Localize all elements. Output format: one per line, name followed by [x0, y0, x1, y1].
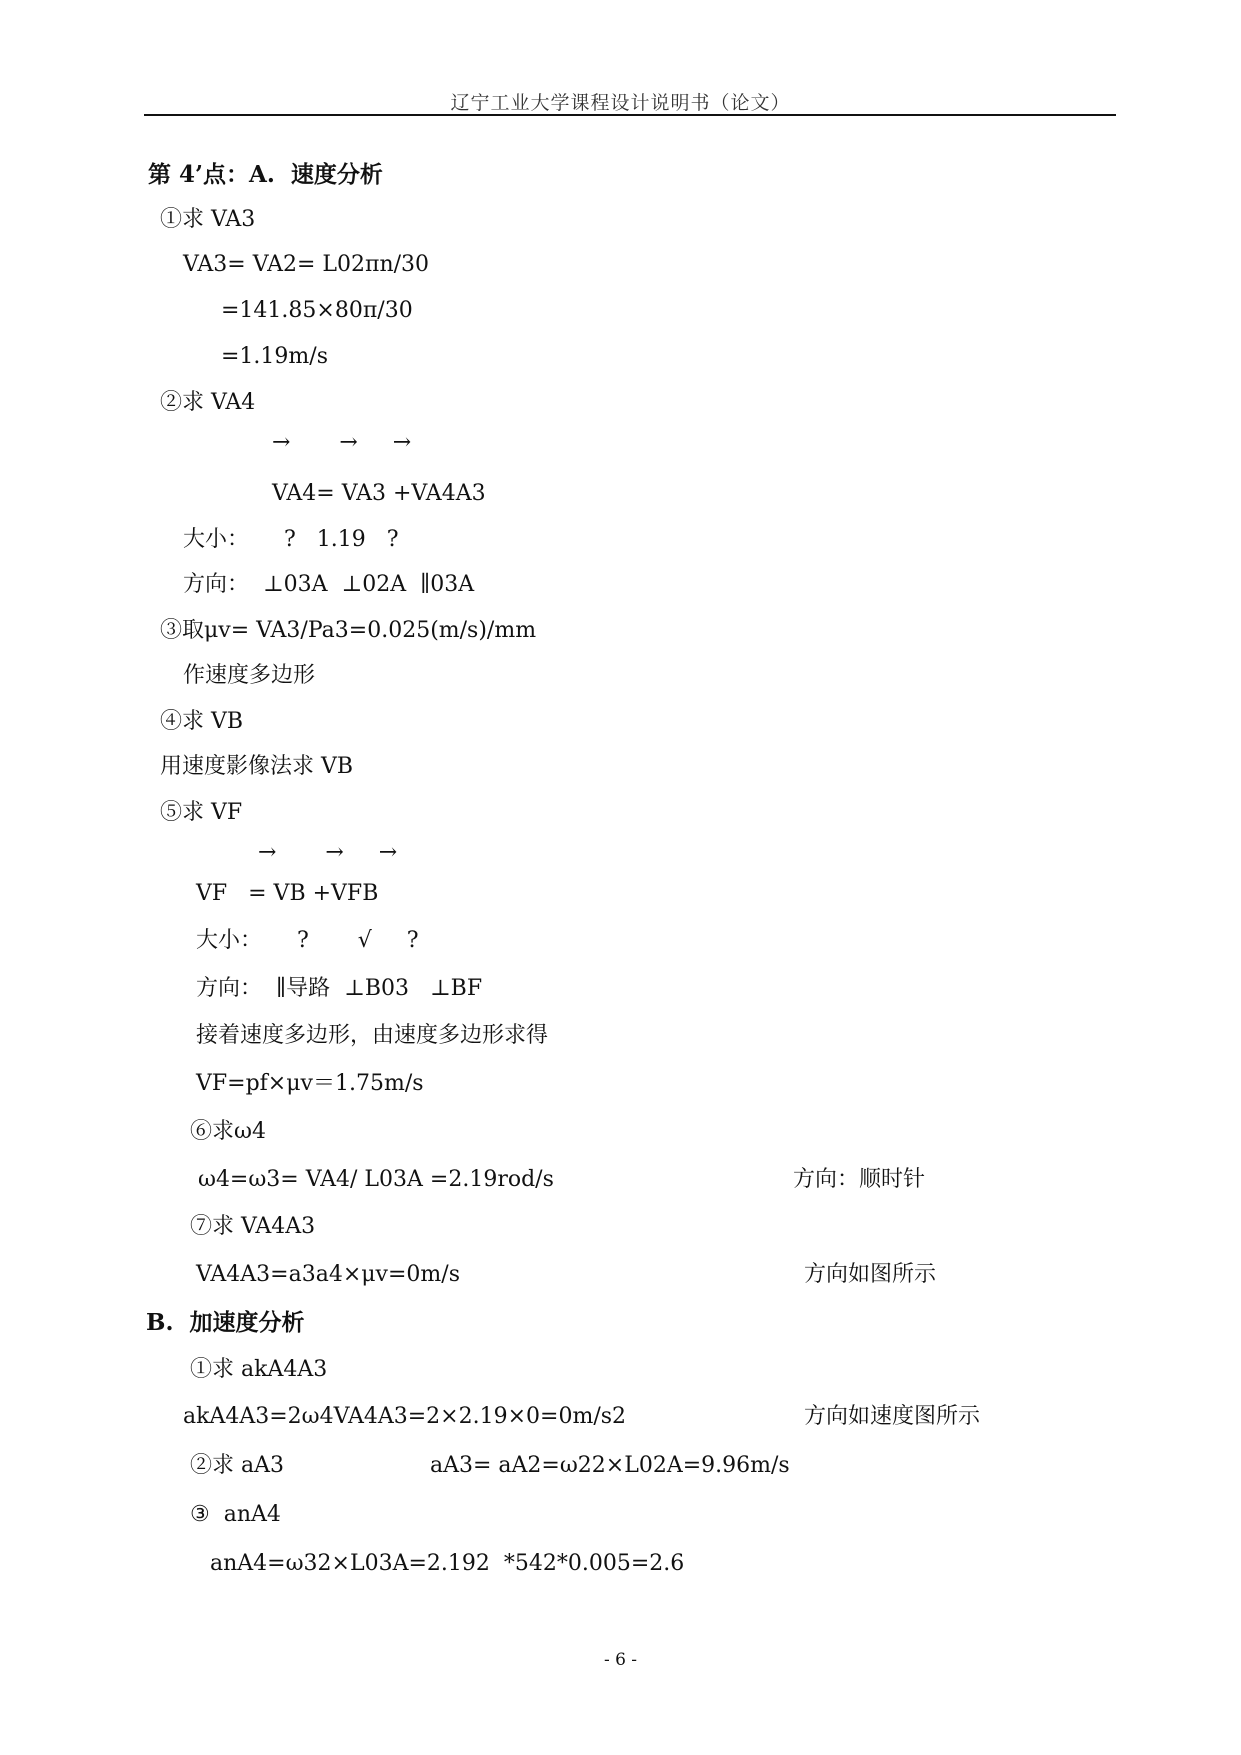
text-line: ⑥求ω4	[190, 1119, 266, 1144]
vector-arrows: → → →	[272, 430, 412, 455]
text-line: ③ anA4	[190, 1502, 281, 1527]
formula-line: VF=pf×μv＝1.75m/s	[196, 1071, 424, 1096]
section-a-heading: 第 4’点：A. 速度分析	[148, 161, 383, 188]
text-line: 接着速度多边形，由速度多边形求得	[196, 1023, 549, 1048]
text-line: ②求 aA3	[190, 1453, 284, 1478]
formula-line: ω4=ω3= VA4/ L03A =2.19rod/s	[198, 1167, 554, 1192]
formula-line: VA3= VA2= L02πn/30	[183, 252, 430, 277]
text-line: ②求 VA4	[160, 390, 256, 415]
text-line: 用速度影像法求 VB	[160, 754, 354, 779]
text-line: ①求 VA3	[160, 207, 256, 232]
text-line: 方向： ⊥03A ⊥02A ∥03A	[183, 572, 475, 597]
text-line: 大小： ? 1.19 ?	[183, 527, 399, 552]
text-line: ⑦求 VA4A3	[190, 1214, 316, 1239]
formula-line: =1.19m/s	[221, 344, 328, 369]
direction-note: 方向如速度图所示	[804, 1404, 981, 1429]
text-line: ⑤求 VF	[160, 800, 243, 825]
formula-line: VA4= VA3 +VA4A3	[272, 481, 486, 506]
text-line: 方向： ∥导路 ⊥B03 ⊥BF	[196, 976, 483, 1001]
vector-arrows: → → →	[258, 840, 398, 865]
text-line: 作速度多边形	[183, 663, 316, 688]
page-number: - 6 -	[603, 1650, 638, 1670]
formula-line: anA4=ω32×L03A=2.192 *542*0.005=2.6	[210, 1551, 685, 1576]
text-line: ①求 akA4A3	[190, 1357, 328, 1382]
text-line: ③取μv= VA3/Pa3=0.025(m/s)/mm	[160, 618, 537, 643]
formula-line: akA4A3=2ω4VA4A3=2×2.19×0=0m/s2	[183, 1404, 627, 1429]
header-rule	[144, 114, 1116, 116]
formula-line: aA3= aA2=ω22×L02A=9.96m/s	[430, 1453, 790, 1478]
formula-line: =141.85×80π/30	[221, 298, 413, 323]
formula-line: VF = VB +VFB	[196, 881, 379, 906]
text-line: 大小： ? √ ?	[196, 928, 419, 953]
section-b-heading: B. 加速度分析	[146, 1309, 305, 1336]
page-header-title: 辽宁工业大学课程设计说明书（论文）	[450, 92, 791, 114]
text-line: ④求 VB	[160, 709, 244, 734]
direction-note: 方向如图所示	[804, 1262, 937, 1287]
formula-line: VA4A3=a3a4×μv=0m/s	[196, 1262, 460, 1287]
direction-note: 方向：顺时针	[793, 1167, 926, 1192]
